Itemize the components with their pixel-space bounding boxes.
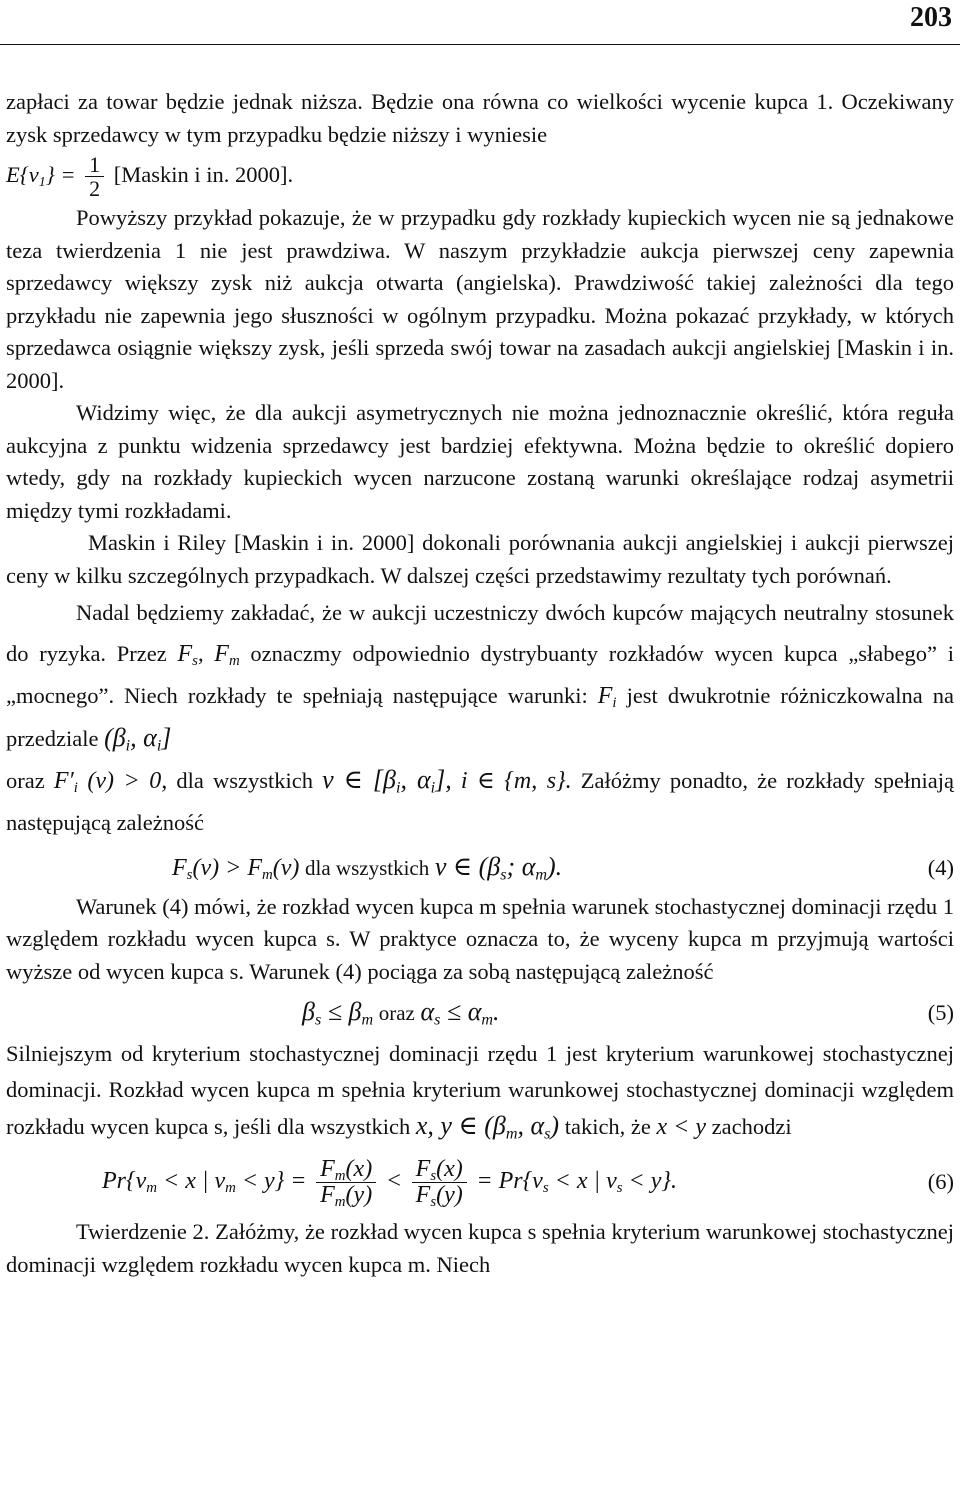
citation: [Maskin i in. 2000].	[113, 161, 294, 187]
fraction-fs: $\frac{F_s(x)}{F_s(y)}$	[412, 1157, 467, 1208]
page-number: 203	[910, 2, 952, 33]
expected-profit-line	[6, 153, 954, 200]
paragraph-3: Widzimy więc, że dla aukcji asymetrycznych nie można jednoznacznie określić, która reguła aukcyjna z punktu widzenia sprzedawcy jest bardziej efektywna. Można będzie to określić dopiero wtedy, gdy na rozkłady kupieckich wycen narzucone zostaną warunki określające rodzaj asymetrii między tymi rozkładami.	[6, 400, 954, 523]
paragraph-9: Twierdzenie 2. Załóżmy, że rozkład wycen kupca s spełnia kryterium warunkowej stochastycznej dominacji względem rozkładu wycen kupca m. Niech	[6, 1219, 954, 1277]
paragraph-1-text: zapłaci za towar będzie jednak niższa. Będzie ona równa co wielkości wycenie kupca 1. Oczekiwany zysk sprzedawcy w tym przypadku będzie niższy i wyniesie	[6, 89, 954, 147]
equation-5-number: (5)	[927, 999, 954, 1025]
equation-6-number: (6)	[927, 1169, 954, 1195]
paragraph-2: Powyższy przykład pokazuje, że w przypadku gdy rozkłady kupieckich wycen nie są jednakowe teza twierdzenia 1 nie jest prawdziwa. W naszym przykładzie aukcja pierwszej ceny zapewnia sprzedawcy większy zysk niż aukcja otwarta (angielska). Prawdziwość takiej zależności dla tego przykładu nie zapewnia jego słuszności w ogólnym przypadku. Można pokazać przykłady, w których sprzedawca osiągnie większy zysk, jeśli sprzeda swój towar na zasadach aukcji angielskiej [Maskin i in. 2000].	[6, 205, 954, 393]
equation-4: $F_s(v) > F_m(v)$ dla wszystkich v ∈ ($\beta_s$; $\alpha_m$). (4)	[172, 852, 954, 884]
equation-5: $\beta_s \le \beta_m$ oraz $\alpha_s \le \alpha_m$. (5)	[302, 997, 954, 1029]
page-body	[6, 86, 954, 1281]
paragraph-6: oraz $F'_i$ (v) > 0, dla wszystkich v ∈ [$\beta_i$, $\alpha_i$], i ∈ {m, s}. Załóżmy ponadto, że rozkłady spełniają następującą zależność	[6, 765, 955, 836]
paragraph-7: Warunek (4) mówi, że rozkład wycen kupca m spełnia warunek stochastycznej dominacji rzędu 1 względem rozkładu wycen kupca s. W praktyce oznacza to, że wyceny kupca m przyjmują wartości wyższe od wycen kupca s. Warunek (4) pociąga za sobą następującą zależność	[6, 893, 954, 984]
header-rule	[0, 44, 960, 45]
paragraph-5: Nadal będziemy zakładać, że w aukcji uczestniczy dwóch kupców mających neutralny stosunek do ryzyka. Przez $F_s$, $F_m$ oznaczmy odpowiednio dystrybuanty rozkładów wycen kupca „słabego” i „mocnego”. Niech rozkłady te spełniają następujące warunki: $F_i$ jest dwukrotnie różniczkowalna na przedziale ($\beta_i$, $\alpha_i$]	[6, 600, 954, 755]
paragraph-4: Maskin i Riley [Maskin i in. 2000] dokonali porównania aukcji angielskiej i aukcji pierwszej ceny w kilku szczególnych przypadkach. W dalszej części przedstawimy rezultaty tych porównań.	[6, 530, 954, 588]
fraction-one-half: $\frac{1}{2}$	[85, 153, 104, 200]
fraction-fm: $\frac{F_m(x)}{F_m(y)}$	[316, 1157, 376, 1208]
equation-4-number: (4)	[927, 854, 954, 880]
expected-value-lhs: $E\{v_1\}$ =	[6, 161, 76, 190]
paragraph-8: Silniejszym od kryterium stochastycznej dominacji rzędu 1 jest kryterium warunkowej stochastycznej dominacji. Rozkład wycen kupca m spełnia kryterium warunkowej stochastycznej dominacji względem rozkładu wycen kupca s, jeśli dla wszystkich x, y ∈ ($\beta_m$, $\alpha_s$) takich, że x < y zachodzi	[6, 1040, 954, 1143]
paragraph-1	[6, 86, 954, 151]
equation-6: $Pr\{v_m < x$ | $v_m < y$} = $\frac{F_m(x)}{F_m(y)}$ < $\frac{F_s(x)}{F_s(y)}$ = $Pr\{v_s < x$ | $v_s < y$}. (6)	[102, 1155, 954, 1211]
